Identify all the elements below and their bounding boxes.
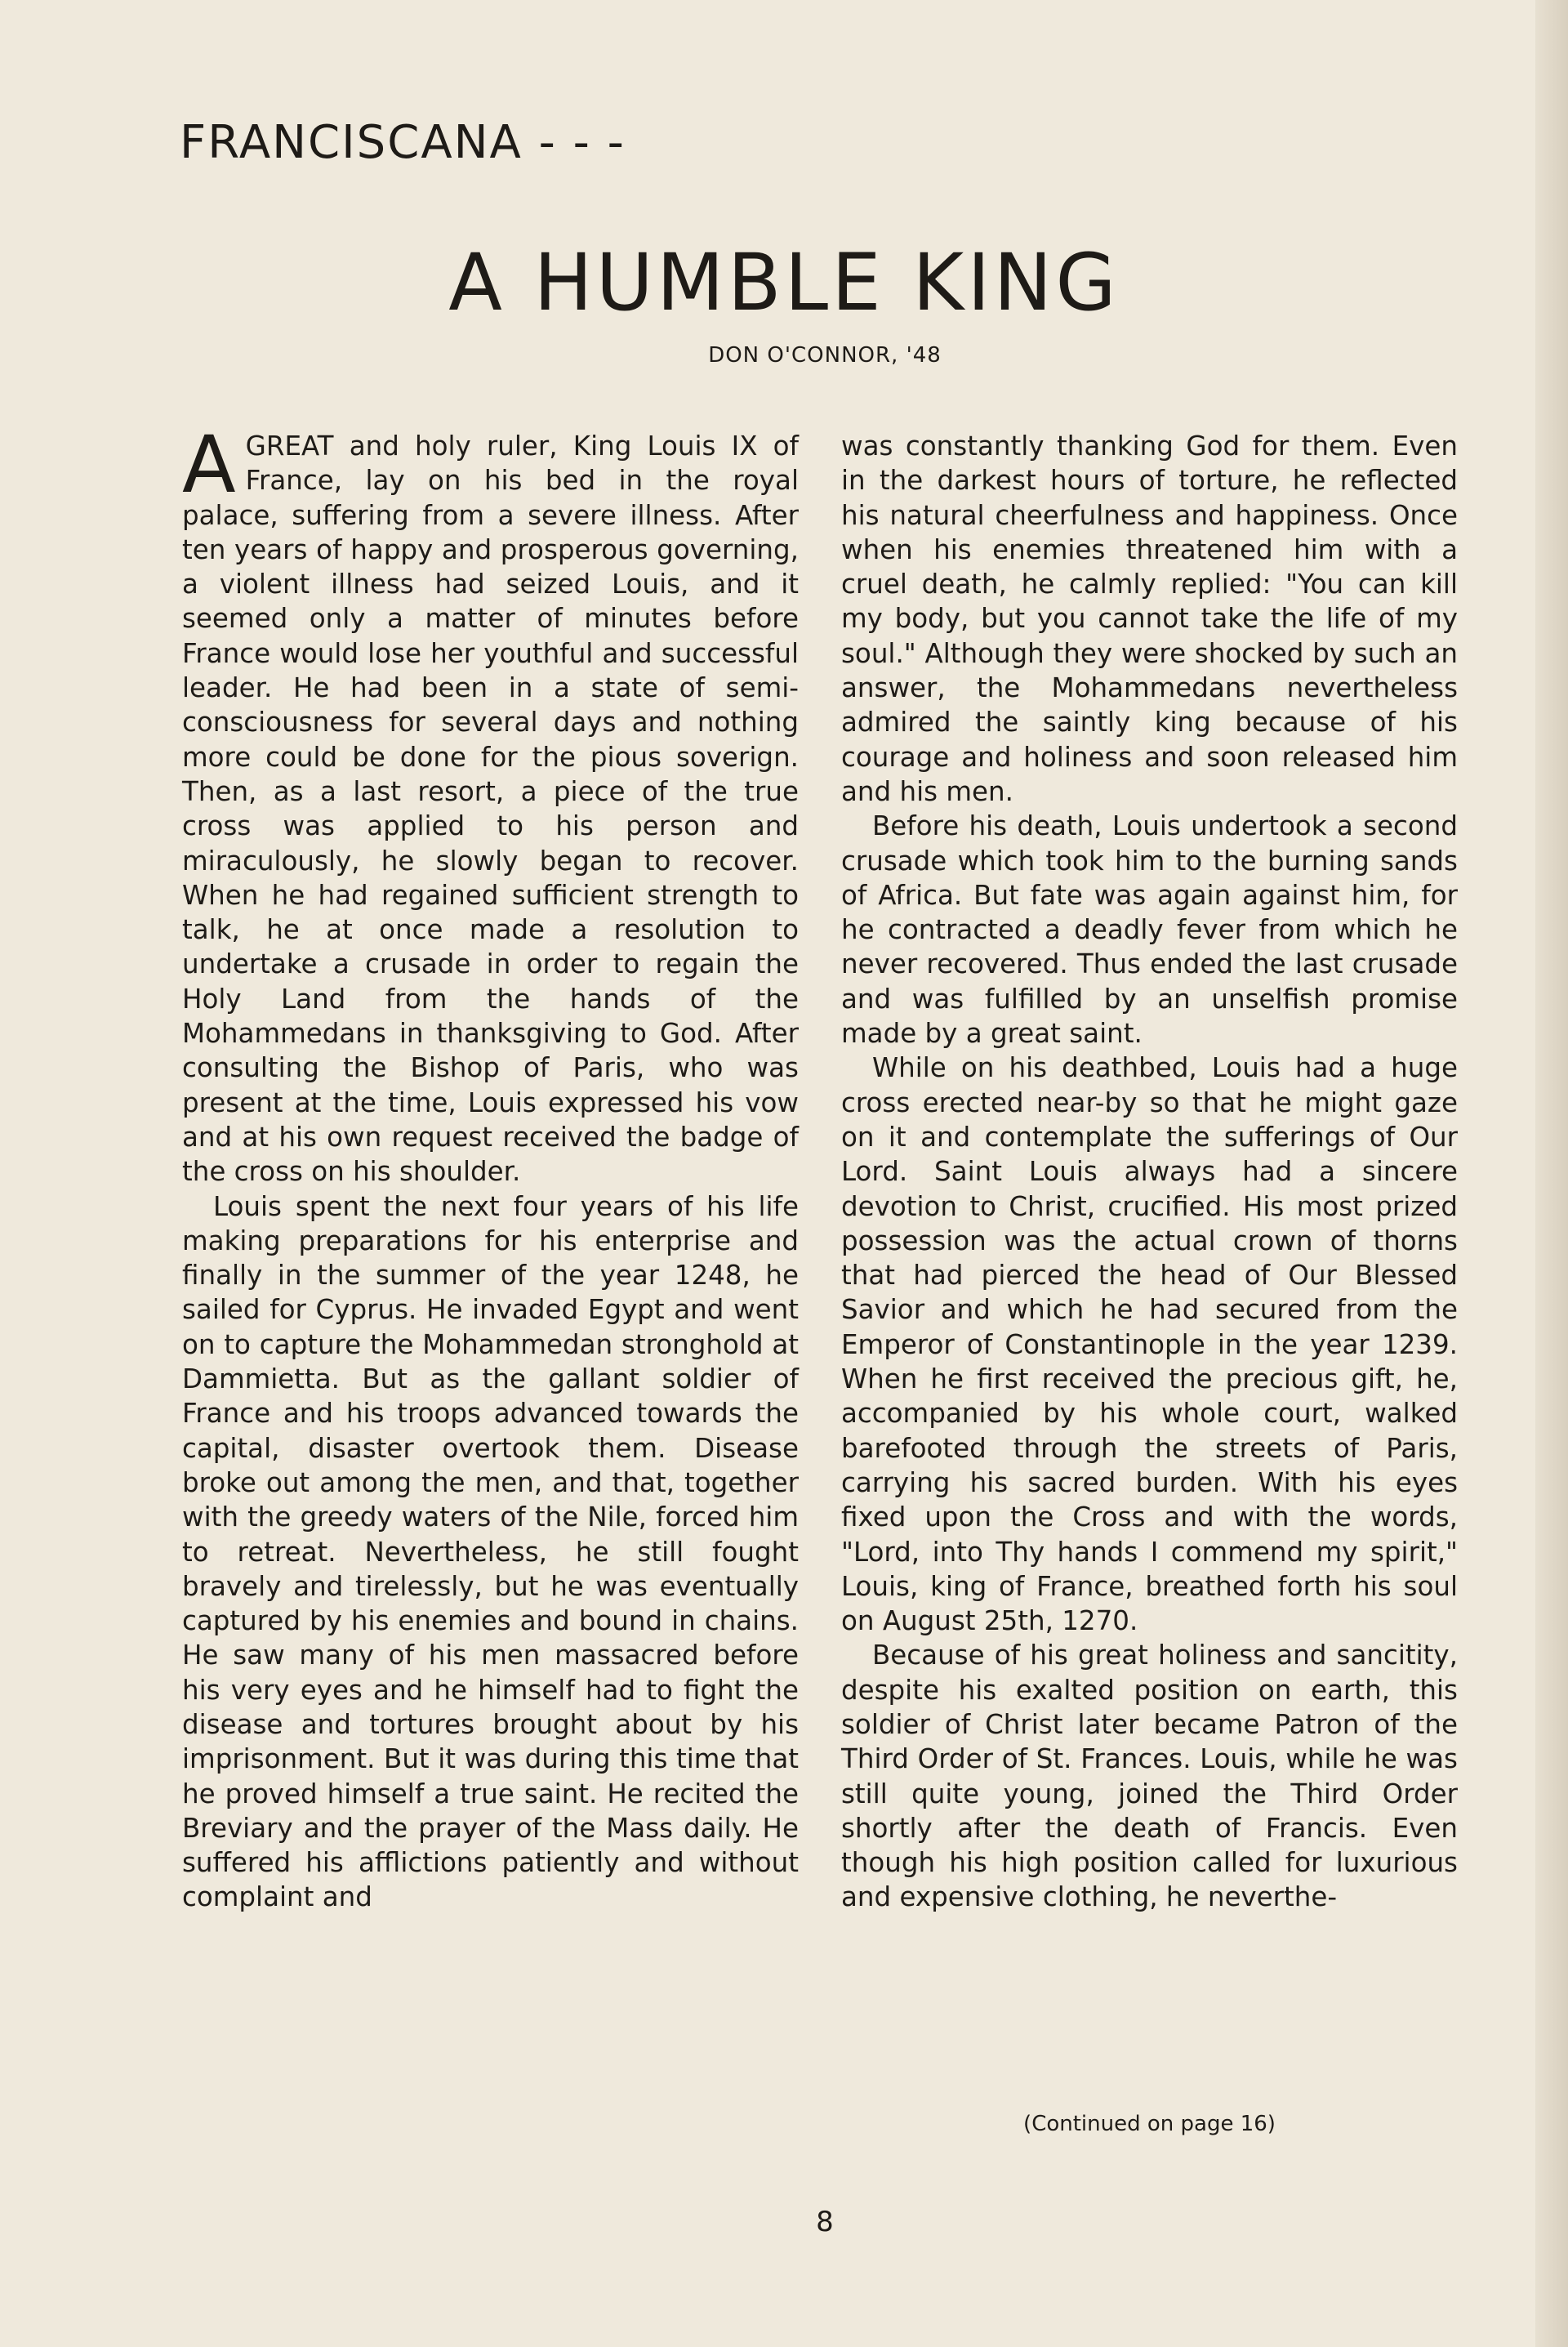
paragraph-3: was constantly thanking God for them. Even in the darkest hours of torture, he reflected his natural cheerfulness and happiness. Once when his enemies threatened him with a cruel death, he calmly replied: "You can kill my body, but you cannot take the life of my soul." Although they were shocked by such an answer, the Mohammedans nevertheless admired the saintly king because of his courage and holiness and soon released him and his men.: [841, 431, 1458, 807]
paragraph-5: While on his deathbed, Louis had a huge cross erected near-by so that he might gaze on it and contemplate the sufferings of Our Lord. Saint Louis always had a sincere devotion to Christ, crucified. His most prized possession was the actual crown of thorns that had pierced the head of Our Blessed Savior and which he had secured from the Emperor of Constantinople in the year 1239. When he first received the precious gift, he, accompanied by his whole court, walked barefooted through the streets of Paris, carrying his sacred burden. With his eyes fixed upon the Cross and with the words, "Lord, into Thy hands I commend my spirit," Louis, king of France, breathed forth his soul on August 25th, 1270.: [841, 1052, 1458, 1637]
paragraph-1: [182, 419, 799, 1189]
paragraph-2: Louis spent the next four years of his life making preparations for his enterprise and finally in the summer of the year 1248, he sailed for Cyprus. He invaded Egypt and went on to capture the Mohammedan stronghold at Dammietta. But as the gallant soldier of France and his troops advanced towards the capital, disaster overtook them. Disease broke out among the men, and that, together with the greedy waters of the Nile, forced him to retreat. Nevertheless, he still fought bravely and tirelessly, but he was eventually captured by his enemies and bound in chains. He saw many of his men massacred before his very eyes and he himself had to fight the disease and tortures brought about by his imprisonment. But it was during this time that he proved himself a true saint. He recited the Breviary and the prayer of the Mass daily. He suffered his afflictions patiently and without complaint and: [182, 1190, 799, 1913]
paragraph-1-text: GREAT and holy ruler, King Louis IX of France, lay on his bed in the royal palace, suffering from a severe illness. After ten years of happy and prosperous governing, a violent illness had seized Louis, and it seemed only a matter of minutes before France would lose her youthful and successful leader. He had been in a state of semi-consciousness for several days and nothing more could be done for the pious soverign. Then, as a last resort, a piece of the true cross was applied to his person and miraculously, he slowly began to recover. When he had regained sufficient strength to talk, he at once made a resolution to undertake a crusade in order to regain the Holy Land from the hands of the Mohammedans in thanksgiving to God. After consulting the Bishop of Paris, who was present at the time, Louis expressed his vow and at his own request received the badge of the cross on his shoulder.: [182, 431, 799, 1188]
paragraph-4: Before his death, Louis undertook a second crusade which took him to the burning sands of Africa. But fate was again against him, for he contracted a deadly fever from which he never recovered. Thus ended the last crusade and was fulfilled by an unselfish promise made by a great saint.: [841, 810, 1458, 1050]
left-column: [182, 419, 799, 1915]
page-number: 8: [816, 2206, 834, 2238]
author-byline: DON O'CONNOR, '48: [708, 343, 942, 368]
article-title: A HUMBLE KING: [448, 237, 1120, 328]
drop-cap: A: [182, 419, 236, 511]
continued-note: (Continued on page 16): [1023, 2112, 1276, 2136]
section-label: FRANCISCANA - - -: [180, 116, 626, 169]
paragraph-6: Because of his great holiness and sancitity, despite his exalted position on earth, this soldier of Christ later became Patron of the Third Order of St. Frances. Louis, while he was still quite young, joined the Third Order shortly after the death of Francis. Even though his high position called for luxurious and expensive clothing, he neverthe-: [841, 1640, 1458, 1913]
right-column: [841, 429, 1458, 1915]
